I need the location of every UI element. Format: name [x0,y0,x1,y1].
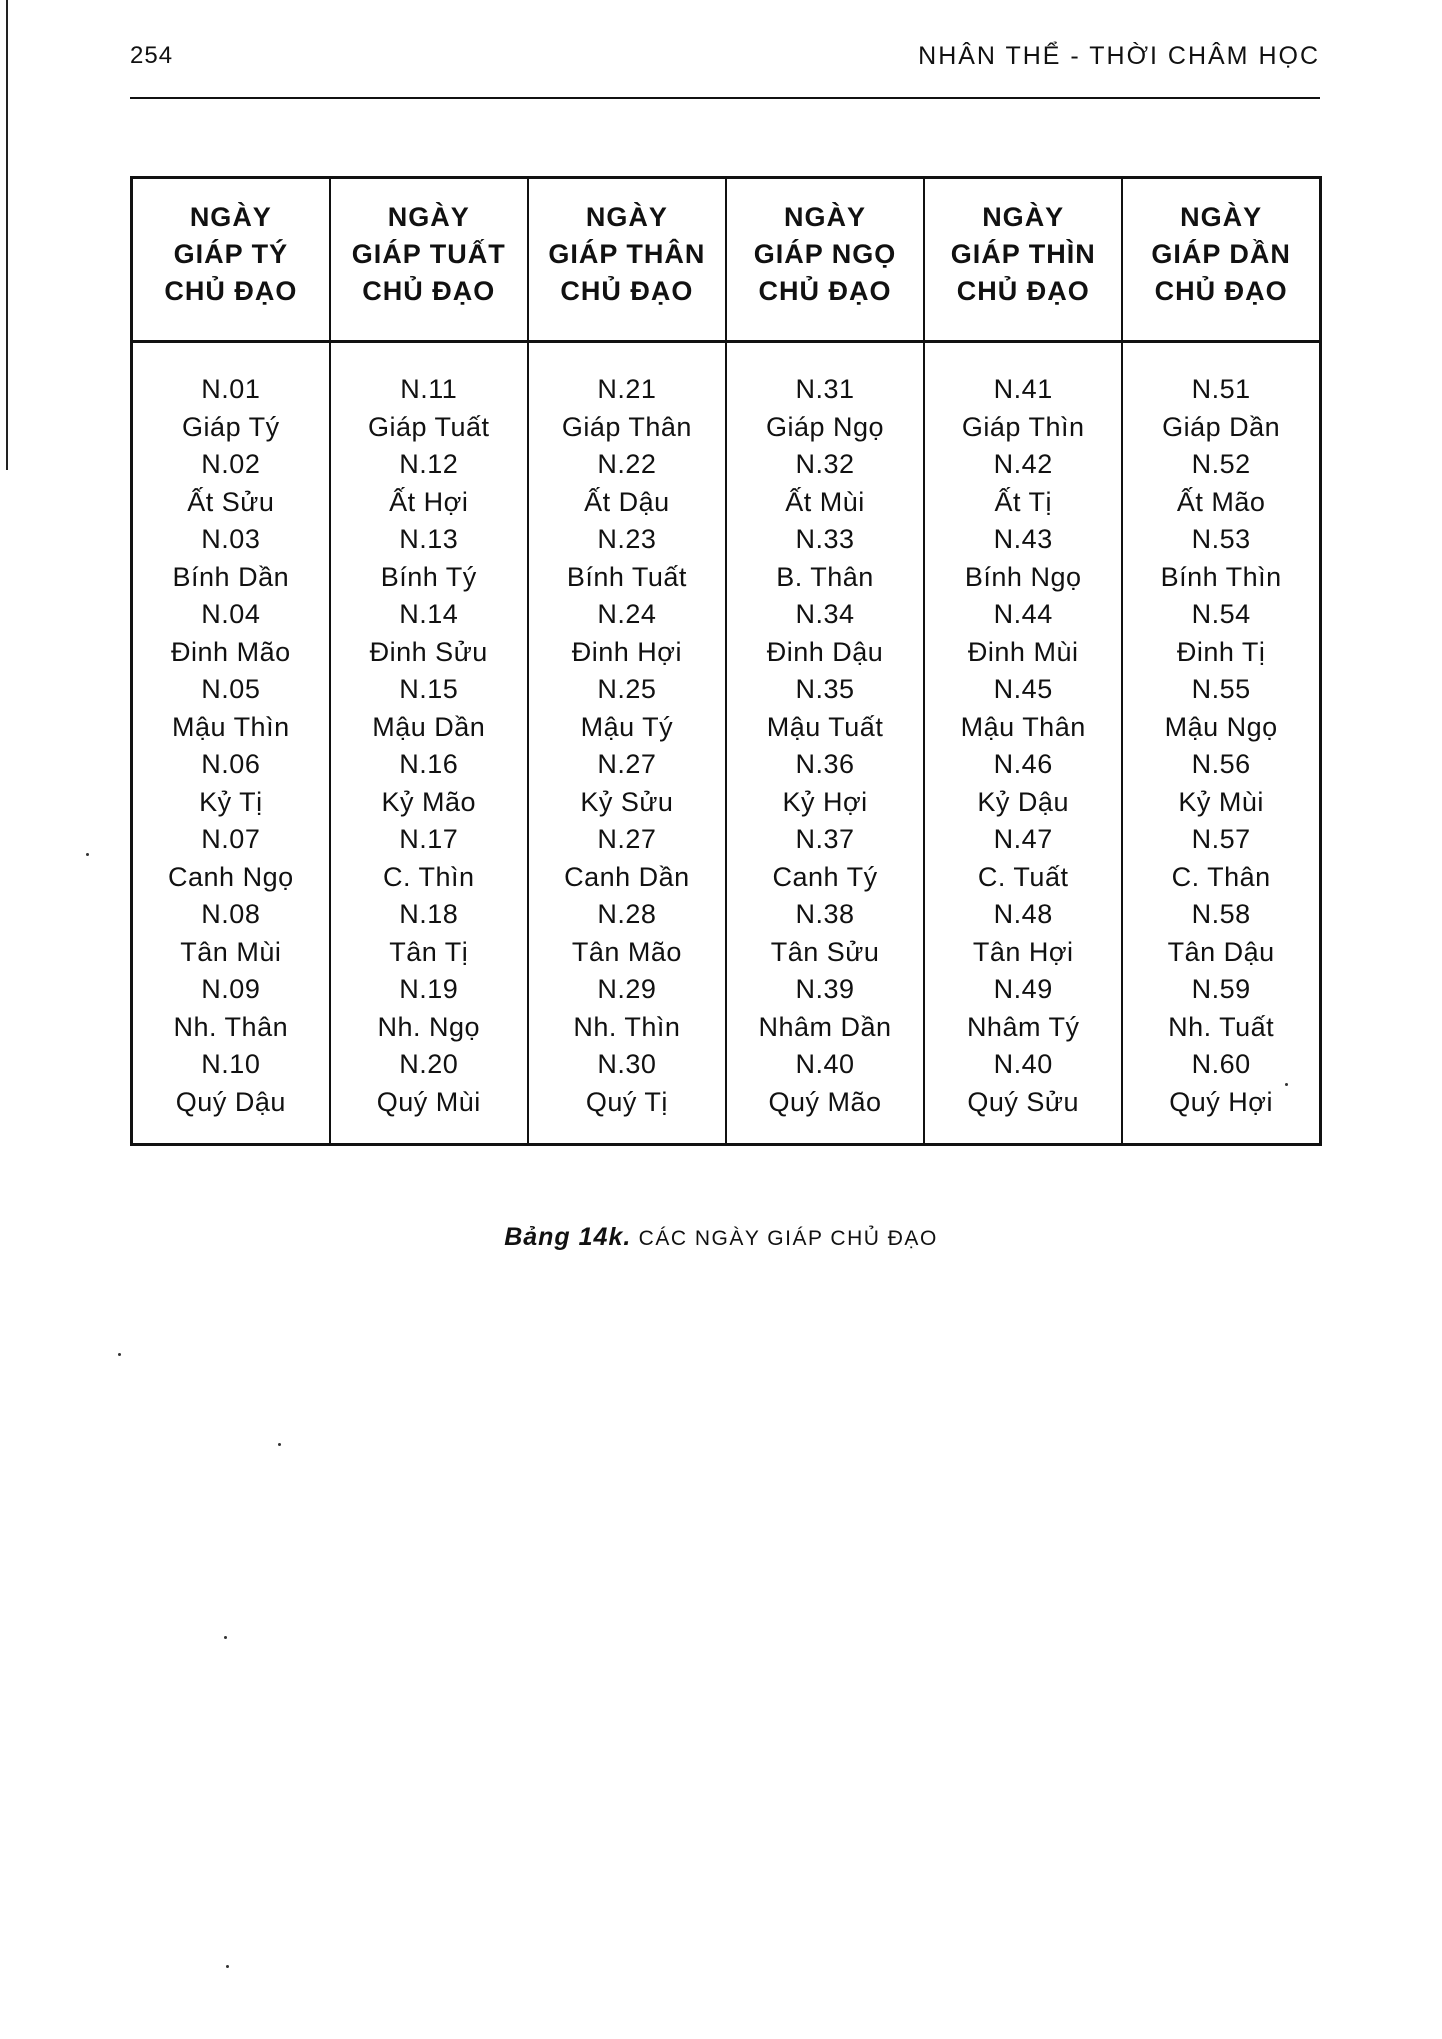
table-body-row [132,342,1321,1145]
day-name: Nh. Tuất [1168,1011,1275,1042]
day-number: N.60 [1191,1049,1251,1079]
print-speck [1285,1083,1288,1086]
print-speck [86,853,89,856]
day-name: Nhâm Tý [966,1011,1080,1042]
day-name: Giáp Ngọ [766,411,885,442]
day-name: Tân Tị [389,936,469,967]
column-header-line: CHỦ ĐẠO [956,276,1090,306]
day-name: Giáp Dần [1162,411,1281,442]
day-number: N.01 [201,374,261,404]
header-rule [130,97,1320,99]
day-name: C. Thìn [382,861,475,892]
day-number: N.34 [795,599,855,629]
day-name: C. Tuất [977,861,1069,892]
day-name: Giáp Thân [561,411,692,442]
column-header-line: NGÀY [585,202,668,232]
day-name: Quý Mão [768,1086,882,1117]
day-name: Mậu Tuất [766,711,884,742]
day-name: Bính Tý [380,561,477,592]
day-number: N.40 [795,1049,855,1079]
day-number: N.47 [993,824,1053,854]
day-number: N.19 [399,974,459,1004]
day-number: N.31 [795,374,855,404]
day-number: N.55 [1191,674,1251,704]
table-cell-giap-thin [924,342,1122,1145]
day-name: Đinh Sửu [369,636,488,667]
day-number: N.12 [399,449,459,479]
day-number: N.14 [399,599,459,629]
running-title: NHÂN THỂ - THỜI CHÂM HỌC [918,42,1320,70]
day-name: Nhâm Dần [758,1011,892,1042]
day-number: N.33 [795,524,855,554]
day-number: N.46 [993,749,1053,779]
day-number: N.39 [795,974,855,1004]
page-header [130,38,1320,78]
column-header-line: NGÀY [1180,202,1263,232]
table-cell-giap-tuat [330,342,528,1145]
column-header-line: GIÁP TUẤT [351,239,506,269]
day-number: N.08 [201,899,261,929]
day-name: Kỷ Sửu [580,786,674,817]
column-header-line: CHỦ ĐẠO [560,276,694,306]
day-number: N.16 [399,749,459,779]
day-name: Đinh Dậu [766,636,884,667]
day-name: Kỷ Dậu [977,786,1069,817]
day-number: N.35 [795,674,855,704]
day-number: N.06 [201,749,261,779]
table-header-row [132,178,1321,342]
day-name: Nh. Thìn [573,1011,681,1042]
day-number: N.10 [201,1049,261,1079]
column-header-giap-tuat [330,178,528,342]
day-name: Mậu Thân [960,711,1086,742]
column-header-giap-ty [132,178,330,342]
day-name: Canh Ngọ [168,861,294,892]
table-caption [0,1223,1442,1252]
day-name: Quý Tị [585,1086,668,1117]
day-name: Tân Dậu [1167,936,1275,967]
day-name: Mậu Thìn [172,711,290,742]
print-speck [118,1353,121,1356]
table-cell-giap-dan [1122,342,1320,1145]
day-name: Canh Dần [564,861,690,892]
day-number: N.05 [201,674,261,704]
day-name: Canh Tý [772,861,878,892]
day-number: N.18 [399,899,459,929]
column-header-line: GIÁP THÌN [950,239,1096,269]
day-number: N.57 [1191,824,1251,854]
day-number: N.29 [597,974,657,1004]
day-number: N.28 [597,899,657,929]
day-number: N.27 [597,824,657,854]
column-header-line: NGÀY [982,202,1065,232]
day-number: N.49 [993,974,1053,1004]
day-number: N.37 [795,824,855,854]
day-number: N.03 [201,524,261,554]
margin-rule [6,0,8,470]
day-name: Giáp Thìn [961,411,1085,442]
print-speck [278,1443,281,1446]
column-header-line: CHỦ ĐẠO [1154,276,1288,306]
column-header-line: NGÀY [189,202,272,232]
day-number: N.40 [993,1049,1053,1079]
day-number: N.11 [400,374,458,404]
day-number: N.23 [597,524,657,554]
column-header-line: GIÁP DẦN [1151,239,1291,269]
day-number: N.58 [1191,899,1251,929]
day-name: B. Thân [776,561,874,592]
day-number: N.48 [993,899,1053,929]
giap-days-table [130,176,1322,1146]
day-name: Đinh Mùi [967,636,1079,667]
day-name: Giáp Tuất [367,411,490,442]
day-number: N.44 [993,599,1053,629]
day-name: Quý Sửu [967,1086,1080,1117]
column-header-line: GIÁP THÂN [548,239,706,269]
day-number: N.38 [795,899,855,929]
day-number: N.45 [993,674,1053,704]
day-name: Quý Dậu [175,1086,286,1117]
column-header-line: GIÁP NGỌ [753,239,897,269]
day-number: N.54 [1191,599,1251,629]
day-name: Mậu Tý [580,711,674,742]
day-number: N.51 [1191,374,1251,404]
day-number: N.15 [399,674,459,704]
day-name: Ất Sửu [187,486,275,517]
day-name: Ất Hợi [389,486,469,517]
day-name: Bính Tuất [566,561,687,592]
print-speck [226,1965,229,1968]
column-header-line: NGÀY [387,202,470,232]
day-number: N.59 [1191,974,1251,1004]
column-header-line: GIÁP TÝ [173,239,289,269]
day-name: Quý Mùi [376,1086,481,1117]
day-name: Tân Mão [571,936,682,967]
day-name: Nh. Ngọ [377,1011,481,1042]
column-header-giap-dan [1122,178,1320,342]
day-number: N.52 [1191,449,1251,479]
day-name: Quý Hợi [1169,1086,1273,1117]
day-number: N.56 [1191,749,1251,779]
day-name: Bính Dần [172,561,290,592]
day-number: N.25 [597,674,657,704]
day-name: Bính Thìn [1160,561,1282,592]
day-number: N.42 [993,449,1053,479]
day-number: N.21 [597,374,657,404]
day-name: Tân Mùi [180,936,282,967]
day-name: Giáp Tý [182,411,280,442]
day-number: N.24 [597,599,657,629]
table-cell-giap-ngo [726,342,924,1145]
column-header-line: CHỦ ĐẠO [758,276,892,306]
day-number: N.22 [597,449,657,479]
column-header-line: NGÀY [784,202,867,232]
column-header-line: CHỦ ĐẠO [164,276,298,306]
day-name: Ất Mùi [785,486,865,517]
day-number: N.32 [795,449,855,479]
day-name: C. Thân [1171,861,1271,892]
day-number: N.13 [399,524,459,554]
column-header-giap-thin [924,178,1122,342]
day-number: N.09 [201,974,261,1004]
day-name: Đinh Tị [1176,636,1266,667]
column-header-giap-than [528,178,726,342]
day-name: Nh. Thân [173,1011,289,1042]
day-name: Kỷ Mão [381,786,476,817]
day-number: N.17 [399,824,459,854]
caption-label: Bảng 14k. [504,1223,632,1251]
day-number: N.07 [201,824,261,854]
day-name: Tân Hợi [972,936,1074,967]
day-number: N.30 [597,1049,657,1079]
day-name: Ất Mão [1176,486,1266,517]
column-header-giap-ngo [726,178,924,342]
day-number: N.04 [201,599,261,629]
day-number: N.36 [795,749,855,779]
day-name: Mậu Dần [372,711,486,742]
page-number: 254 [130,42,174,69]
day-number: N.43 [993,524,1053,554]
day-name: Tân Sửu [770,936,880,967]
day-number: N.20 [399,1049,459,1079]
day-name: Đinh Hợi [571,636,682,667]
column-header-line: CHỦ ĐẠO [362,276,496,306]
table-cell-giap-than [528,342,726,1145]
day-name: Mậu Ngọ [1164,711,1278,742]
day-name: Kỷ Tị [199,786,263,817]
day-name: Bính Ngọ [964,561,1082,592]
day-number: N.27 [597,749,657,779]
table-cell-giap-ty [132,342,330,1145]
day-number: N.53 [1191,524,1251,554]
day-name: Ất Dậu [584,486,670,517]
caption-text: CÁC NGÀY GIÁP CHỦ ĐẠO [638,1227,938,1250]
day-name: Ất Tị [994,486,1052,517]
day-number: N.02 [201,449,261,479]
print-speck [224,1636,227,1639]
day-name: Kỷ Hợi [782,786,868,817]
day-name: Kỷ Mùi [1178,786,1264,817]
day-name: Đinh Mão [171,636,291,667]
day-number: N.41 [993,374,1053,404]
